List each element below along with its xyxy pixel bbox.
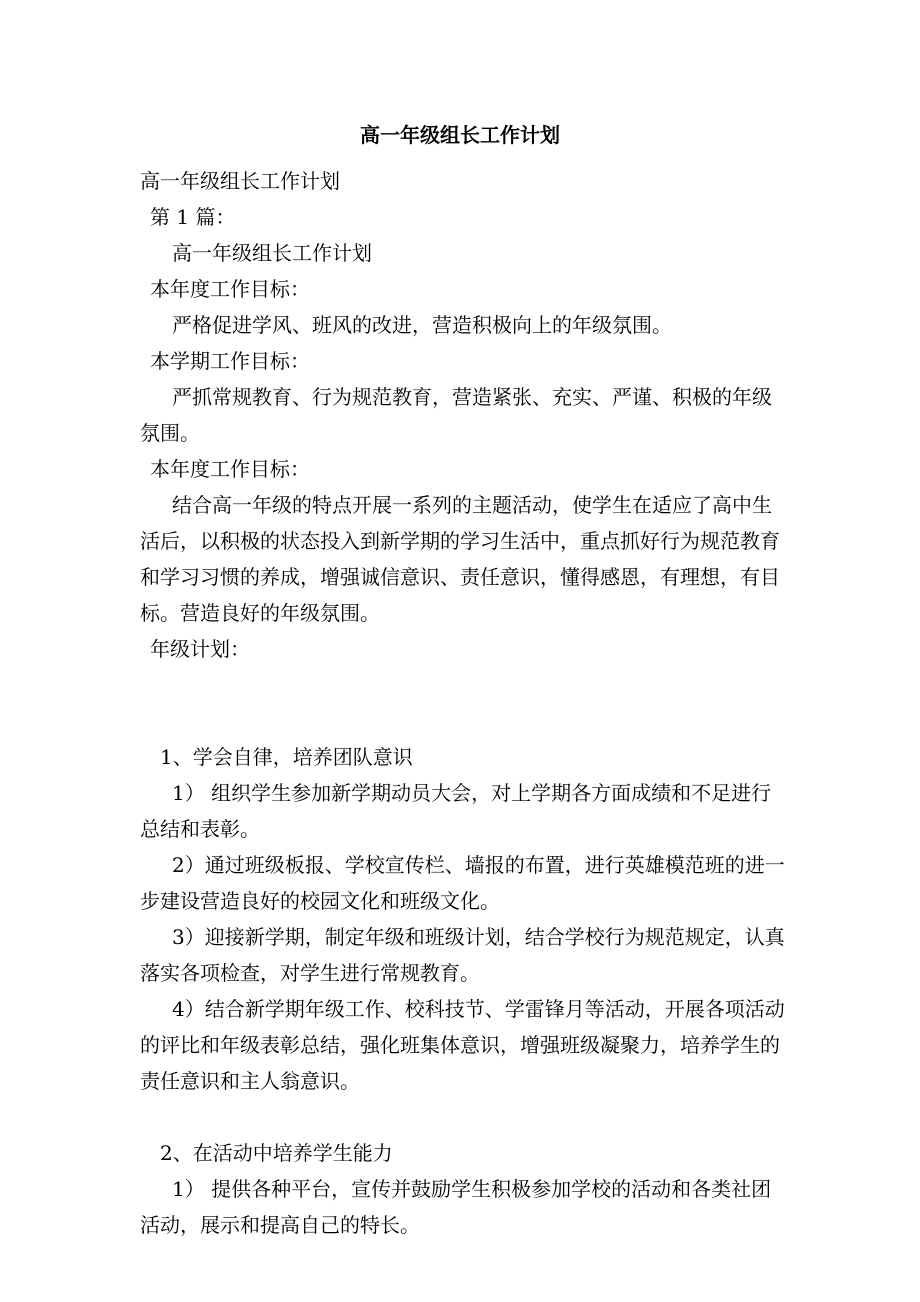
- section-heading-1: 1、学会自律，培养团队意识: [160, 745, 413, 769]
- document-title: 高一年级组长工作计划: [360, 123, 560, 147]
- spacer: [140, 667, 785, 739]
- paragraph-annual-goal-label: 本年度工作目标：: [150, 277, 310, 301]
- list-item: 2）通过班级板报、学校宣传栏、墙报的布置，进行英雄模范班的进一步建设营造良好的校园文化和班级文化。: [140, 853, 785, 913]
- list-item: 3）迎接新学期，制定年级和班级计划，结合学校行为规范规定，认真落实各项检查，对学生进行常规教育。: [140, 925, 785, 985]
- paragraph-heading: 高一年级组长工作计划: [140, 169, 340, 193]
- paragraph-subtitle: 高一年级组长工作计划: [172, 241, 372, 265]
- paragraph-semester-goal: 严抓常规教育、行为规范教育，营造紧张、充实、严谨、积极的年级氛围。: [140, 385, 772, 445]
- list-item: 1） 提供各种平台，宣传并鼓励学生积极参加学校的活动和各类社团活动，展示和提高自己的特长。: [140, 1177, 772, 1237]
- spacer: [140, 1099, 785, 1135]
- list-item: 1） 组织学生参加新学期动员大会，对上学期各方面成绩和不足进行总结和表彰。: [140, 781, 772, 841]
- section-heading-2: 2、在活动中培养学生能力: [160, 1141, 393, 1165]
- paragraph-part-label: 第 1 篇：: [150, 205, 236, 229]
- paragraph-annual-goal-2: 结合高一年级的特点开展一系列的主题活动，使学生在适应了高中生活后，以积极的状态投入到新学期的学习生活中，重点抓好行为规范教育和学习习惯的养成，增强诚信意识、责任意识，懂得感恩，有理想，有目标。营造良好的年级氛围。: [140, 493, 780, 625]
- paragraph-grade-plan-label: 年级计划：: [150, 637, 250, 661]
- paragraph-semester-goal-label: 本学期工作目标：: [150, 349, 310, 373]
- paragraph-annual-goal-label-2: 本年度工作目标：: [150, 457, 310, 481]
- paragraph-annual-goal: 严格促进学风、班风的改进，营造积极向上的年级氛围。: [172, 313, 672, 337]
- list-item: 4）结合新学期年级工作、校科技节、学雷锋月等活动，开展各项活动的评比和年级表彰总结，强化班集体意识，增强班级凝聚力，培养学生的责任意识和主人翁意识。: [140, 997, 785, 1093]
- document-body: [140, 163, 785, 1243]
